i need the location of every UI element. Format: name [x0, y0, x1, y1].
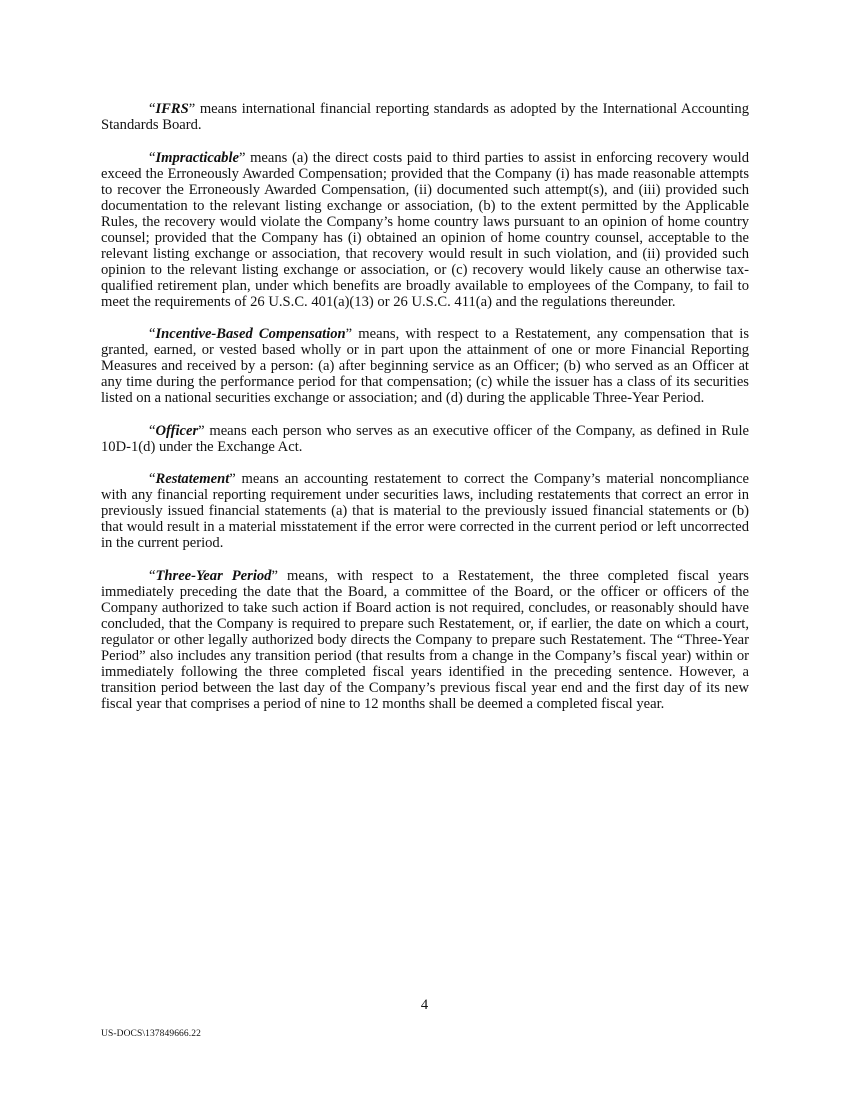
defined-term: Officer	[155, 422, 199, 439]
definition-restatement	[101, 471, 749, 551]
close-quote: ”	[188, 101, 196, 117]
definition-text: means, with respect to a Restatement, any compensation that is granted, earned, or vested based wholly or in part upon the attainment of one or more Financial Reporting Measures and received by a person: (a) after beginning service as an Officer; (b) who served as an Officer at any time during the performance period for that compensation; (c) while the issuer has a class of its securities listed on a national securities exchange or association; and (d) during the applicable Three-Year Period.	[101, 326, 749, 406]
open-quote: “	[149, 567, 156, 584]
definition-text: means (a) the direct costs paid to third parties to assist in enforcing recovery would exceed the Erroneously Awarded Compensation; provided that the Company (i) has made reasonable attempts to recover the Erroneously Awarded Compensation, (ii) documented such attempt(s), and (iii) provided such documentation to the relevant listing exchange or association, (b) to the extent permitted by the Applicable Rules, the recovery would violate the Company’s home country laws pursuant to an opinion of home country counsel; provided that the Company has (i) obtained an opinion of home country counsel, acceptable to the relevant listing exchange or association, that recovery would result in such violation, and (ii) provided such opinion to the relevant listing exchange or association, or (c) recovery would likely cause an otherwise tax-qualified retirement plan, under which benefits are broadly available to employees of the Company, to fail to meet the requirements of 26 U.S.C. 401(a)(13) or 26 U.S.C. 411(a) and the regulations thereunder.	[101, 149, 749, 310]
definition-text: means international financial reporting standards as adopted by the International Accounting Standards Board.	[101, 101, 749, 133]
definition-impracticable	[101, 150, 749, 310]
defined-term: Impracticable	[155, 149, 239, 166]
close-quote: ”	[238, 149, 246, 166]
defined-term: Incentive-Based Compensation	[155, 326, 346, 342]
defined-term: Three-Year Period	[155, 567, 272, 584]
document-id: US-DOCS\137849666.22	[101, 1029, 201, 1039]
close-quote: ”	[229, 471, 236, 487]
open-quote: “	[149, 326, 156, 342]
open-quote: “	[149, 422, 156, 439]
definition-text: means, with respect to a Restatement, the three completed fiscal years immediately preceding the date that the Board, a committee of the Board, or the officer or officers of the Company authorized to take such action if Board action is not required, concludes, or reasonably should have concluded, that the Company is required to prepare such Restatement, or, if earlier, the date on which a court, regulator or other legally authorized body directs the Company to prepare such Restatement. The “Three-Year Period” also includes any transition period (that results from a change in the Company’s fiscal year) within or immediately following the three completed fiscal years identified in the preceding sentence. However, a transition period between the last day of the Company’s previous fiscal year end and the first day of its new fiscal year that comprises a period of nine to 12 months shall be deemed a completed fiscal year.	[101, 567, 749, 712]
close-quote: ”	[198, 422, 205, 439]
close-quote: ”	[271, 567, 278, 584]
defined-term: Restatement	[155, 471, 230, 487]
definition-officer	[101, 423, 749, 455]
document-body	[101, 101, 749, 728]
defined-term: IFRS	[155, 101, 189, 117]
open-quote: “	[149, 471, 156, 487]
definition-ifrs	[101, 101, 749, 133]
definition-incentive-based-compensation	[101, 326, 749, 406]
definition-text: means an accounting restatement to correct the Company’s material noncompliance with any financial reporting requirement under securities laws, including restatements that correct an error in previously issued financial statements (a) that is material to the previously issued financial statements or (b) that would result in a material misstatement if the error were corrected in the current period or left uncorrected in the current period.	[101, 471, 749, 551]
definition-text: means each person who serves as an executive officer of the Company, as defined in Rule 10D-1(d) under the Exchange Act.	[101, 422, 749, 455]
open-quote: “	[149, 101, 156, 117]
close-quote: ”	[345, 326, 353, 342]
page-number: 4	[420, 997, 429, 1013]
open-quote: “	[149, 149, 156, 166]
definition-three-year-period	[101, 568, 749, 712]
